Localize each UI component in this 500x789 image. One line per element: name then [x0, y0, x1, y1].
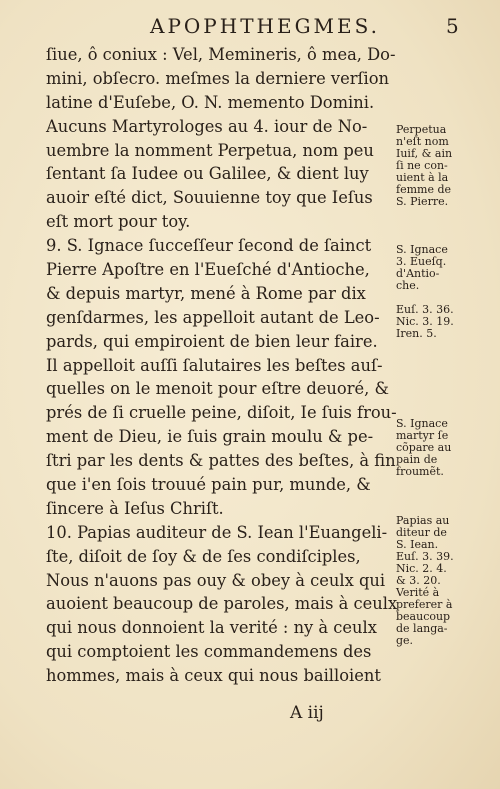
- margin-note-line: S. Pierre.: [396, 195, 449, 208]
- margin-note-line: pain de: [396, 453, 438, 466]
- margin-note-line: Nic. 2. 4.: [396, 562, 447, 575]
- text-line: & depuis martyr, mené à Rome par dix: [46, 283, 366, 303]
- margin-note-line: d'Antio-: [396, 267, 440, 280]
- margin-note-line: Iuif, & ain: [396, 147, 453, 160]
- margin-note-line: 3. Eueſq.: [396, 255, 447, 268]
- margin-note-line: ſi ne con-: [396, 159, 448, 172]
- text-line: ment de Dieu, ie ſuis grain moulu & pe-: [46, 427, 374, 447]
- text-line: qui comptoient les commandemens des: [46, 642, 372, 662]
- margin-note-eusebe-ref: [396, 304, 466, 340]
- margin-note-ignace-pain: [396, 418, 466, 478]
- page-number: 5: [446, 14, 459, 38]
- margin-note-line: beaucoup: [396, 610, 451, 623]
- margin-note-line: n'eſt nom: [396, 135, 449, 148]
- margin-note-line: S. Iean.: [396, 538, 439, 551]
- margin-note-line: & 3. 20.: [396, 574, 441, 587]
- margin-note-line: Verité à: [396, 586, 440, 599]
- margin-note-line: Nic. 3. 19.: [396, 315, 454, 328]
- text-line: quelles on le menoit pour eſtre deuoré, &: [46, 379, 389, 399]
- margin-note-line: froumẽt.: [396, 465, 444, 478]
- margin-note-line: Iren. 5.: [396, 327, 437, 340]
- text-line: auoir eſté dict, Souuienne toy que Ieſus: [46, 188, 373, 208]
- margin-note-line: cõpare au: [396, 441, 452, 454]
- text-line: Pierre Apoſtre en l'Eueſché d'Antioche,: [46, 260, 370, 280]
- signature-mark: A iij: [290, 703, 324, 723]
- margin-note-line: diteur de: [396, 526, 447, 539]
- text-line: mini, obſecro. meſmes la derniere verſion: [46, 68, 390, 88]
- text-line: ſtri par les dents & pattes des beſtes, à fin: [46, 451, 396, 471]
- text-line: genſdarmes, les appelloit autant de Leo-: [46, 307, 380, 327]
- text-line: auoient beaucoup de paroles, mais à ceulx: [46, 594, 398, 614]
- text-line: 10. Papias auditeur de S. Iean l'Euangeli-: [46, 522, 388, 542]
- text-line: Il appelloit auſſi ſalutaires les beſtes auſ-: [46, 355, 383, 375]
- text-line: 9. S. Ignace ſucceſſeur ſecond de ſainct: [46, 236, 372, 256]
- text-line: qui nous donnoient la verité : ny à ceulx: [46, 618, 377, 638]
- text-line: hommes, mais à ceux qui nous bailloient: [46, 666, 381, 686]
- margin-note-line: Perpetua: [396, 123, 447, 136]
- text-line: ſincere à Ieſus Chriſt.: [46, 498, 224, 518]
- running-title: APOPHTHEGMES.: [150, 14, 380, 38]
- text-line: Nous n'auons pas ouy & obey à ceulx qui: [46, 570, 386, 590]
- text-line: pards, qui empiroient de bien leur faire.: [46, 331, 378, 351]
- text-line: ſte, diſoit de ſoy & de ſes condiſciples,: [46, 546, 361, 566]
- text-line: eſt mort pour toy.: [46, 212, 191, 232]
- margin-note-line: uient à la: [396, 171, 449, 184]
- margin-note-line: Euſ. 3. 39.: [396, 550, 454, 563]
- text-line: ſentant ſa Iudee ou Galilee, & dient luy: [46, 164, 369, 184]
- margin-note-ignace-ref: [396, 244, 466, 292]
- margin-note-line: Euſ. 3. 36.: [396, 303, 454, 316]
- margin-note-line: martyr ſe: [396, 429, 449, 442]
- margin-note-line: che.: [396, 279, 420, 292]
- text-line: prés de ſi cruelle peine, diſoit, Ie ſuis frou-: [46, 403, 397, 423]
- margin-note-line: preferer à: [396, 598, 453, 611]
- margin-note-line: S. Ignace: [396, 417, 448, 430]
- text-line: uembre la nomment Perpetua, nom peu: [46, 140, 374, 160]
- margin-note-line: Papias au: [396, 514, 450, 527]
- text-line: Aucuns Martyrologes au 4. iour de No-: [46, 116, 368, 136]
- margin-note-papias: [396, 515, 466, 647]
- margin-note-line: S. Ignace: [396, 243, 448, 256]
- margin-note-line: de langa-: [396, 622, 448, 635]
- main-text-block: [46, 43, 398, 688]
- margin-note-perpetua: [396, 124, 466, 208]
- text-line: latine d'Euſebe, O. N. memento Domini.: [46, 92, 375, 112]
- margin-note-line: ge.: [396, 634, 414, 647]
- text-line: ſiue, ô coniux : Vel, Memineris, ô mea, Do-: [46, 45, 396, 64]
- text-line: que i'en ſois trouué pain pur, munde, &: [46, 475, 371, 495]
- margin-note-line: femme de: [396, 183, 451, 196]
